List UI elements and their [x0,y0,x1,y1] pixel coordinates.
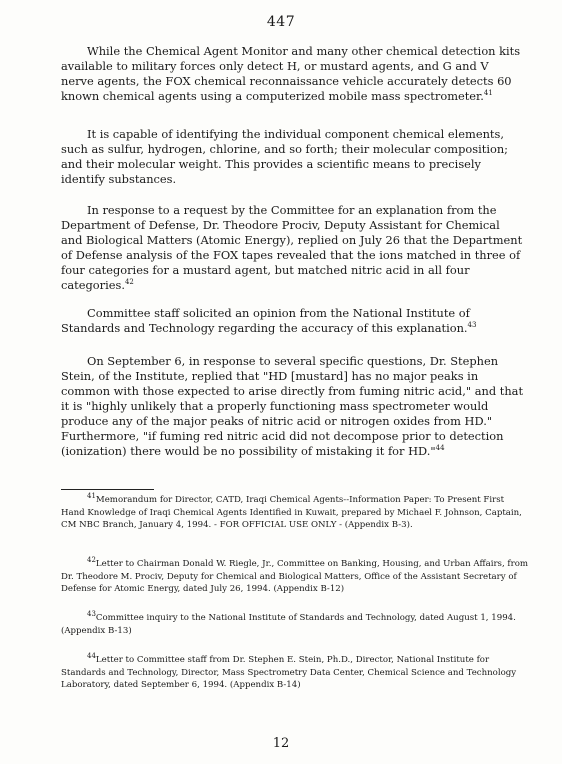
page-footer-number: 12 [272,736,290,751]
paragraph-1 [61,44,524,104]
footnote-44 [61,654,529,692]
footnote-number-42: 42 [87,556,96,565]
page-header-number: 447 [266,14,296,30]
footnote-42 [61,558,529,596]
footnote-number-44: 44 [87,652,96,661]
footnote-43-text: Committee inquiry to the National Institute of Standards and Technology, dated August 1, 1994. (Appendix B-13) [61,613,516,636]
footnote-44-text: Letter to Committee staff from Dr. Stephen E. Stein, Ph.D., Director, National Institute for Standards and Technology, Director, Mass Spectrometry Data Center, Chemical Science and Technology Laboratory, dated September 6, 1994. (Appendix B-14) [61,655,517,690]
paragraph-5-text: On September 6, in response to several specific questions, Dr. Stephen Stein, of the Institute, replied that "HD [mustard] has no major peaks in common with those expected to arise directly from fuming nitric acid," and that it is "highly unlikely that a properly functioning mass spectrometer would produce any of the major peaks of nitric acid or nitrogen oxides from HD." Furthermore, "if fuming red nitric acid did not decompose prior to detection (ionization) there would be no possibility of mistaking it for HD." [61,354,524,458]
footnote-number-41: 41 [87,492,96,501]
footnote-41 [61,494,529,532]
footnote-ref-43: 43 [467,321,477,330]
paragraph-3-text: In response to a request by the Committee for an explanation from the Department of Defense, Dr. Theodore Prociv, Deputy Assistant for Chemical and Biological Matters (Atomic Energy), replied on July 26 that the Department of Defense analysis of the FOX tapes revealed that the ions matched in three of four categories for a mustard agent, but matched nitric acid in all four categories. [61,203,523,292]
footnote-ref-44: 44 [435,444,445,453]
paragraph-2 [61,127,524,187]
paragraph-3 [61,203,524,293]
paragraph-2-text: It is capable of identifying the individual component chemical elements, such as sulfur, hydrogen, chlorine, and so forth; their molecular composition; and their molecular weight. This provides a scientific means to precisely identify substances. [61,127,508,186]
footnote-41-text: Memorandum for Director, CATD, Iraqi Chemical Agents--Information Paper: To Present First Hand Knowledge of Iraqi Chemical Agents Identified in Kuwait, prepared by Michael F. Johnson, Captain, CM NBC Branch, January 4, 1994. - FOR OFFICIAL USE ONLY - (Appendix B-3). [61,495,522,530]
footnote-divider [61,489,154,490]
footnote-ref-42: 42 [124,278,134,287]
paragraph-1-text: While the Chemical Agent Monitor and many other chemical detection kits available to military forces only detect H, or mustard agents, and G and V nerve agents, the FOX chemical reconnaissance vehicle accurately detects 60 known chemical agents using a computerized mobile mass spectrometer. [61,44,521,103]
footnote-43 [61,612,529,637]
footnote-ref-41: 41 [483,89,493,98]
paragraph-5 [61,354,524,459]
paragraph-4-text: Committee staff solicited an opinion from the National Institute of Standards and Technology regarding the accuracy of this explanation. [61,306,470,335]
footnote-number-43: 43 [87,610,96,619]
paragraph-4 [61,306,524,336]
footnote-42-text: Letter to Chairman Donald W. Riegle, Jr., Committee on Banking, Housing, and Urban Affairs, from Dr. Theodore M. Prociv, Deputy for Chemical and Biological Matters, Office of the Assistant Secretary of Defense for Atomic Energy, dated July 26, 1994. (Appendix B-12) [61,559,529,594]
